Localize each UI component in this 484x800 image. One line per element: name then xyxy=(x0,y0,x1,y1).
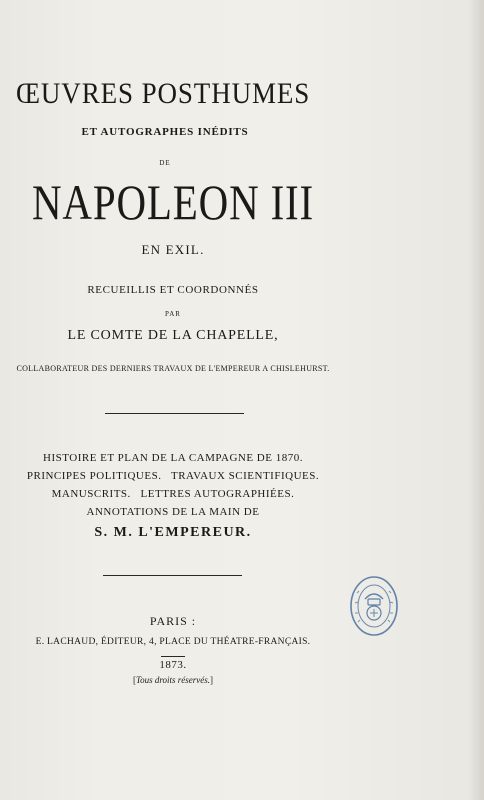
editor-name: LE COMTE DE LA CHAPELLE, xyxy=(67,328,279,343)
imprint-year: 1873. xyxy=(159,659,187,671)
page-edge-shadow xyxy=(468,0,484,800)
divider-rule xyxy=(103,575,242,576)
collaborator-line: COLLABORATEUR DES DERNIERS TRAVAUX DE L'EMPEREUR A CHISLEHURST. xyxy=(16,364,330,373)
contents-line: PRINCIPES POLITIQUES. TRAVAUX SCIENTIFIQUES. xyxy=(26,470,320,482)
emperor-line: S. M. L'EMPEREUR. xyxy=(94,525,252,540)
rights-bracket-open: [ xyxy=(132,675,136,685)
imprint-publisher: E. LACHAUD, ÉDITEUR, 4, PLACE DU THÉATRE-FRANÇAIS. xyxy=(35,637,311,647)
contents-line: ANNOTATIONS DE LA MAIN DE xyxy=(86,506,260,518)
contents-line: HISTOIRE ET PLAN DE LA CAMPAGNE DE 1870. xyxy=(43,452,303,464)
author-name: NAPOLEON III xyxy=(31,174,314,230)
recueillis-label: RECUEILLIS ET COORDONNÉS xyxy=(87,284,259,296)
par-label: PAR xyxy=(165,310,181,318)
rights-bracket-close: ] xyxy=(210,675,214,685)
rights-notice xyxy=(0,675,346,685)
subtitle: ET AUTOGRAPHES INÉDITS xyxy=(81,126,249,138)
main-title: ŒUVRES POSTHUMES xyxy=(16,77,311,110)
short-rule xyxy=(161,656,185,657)
divider-rule xyxy=(105,413,244,414)
contents-line: MANUSCRITS. LETTRES AUTOGRAPHIÉES. xyxy=(51,488,295,500)
de-label: DE xyxy=(159,159,171,167)
library-stamp xyxy=(349,575,399,637)
imprint-city: PARIS : xyxy=(149,614,197,628)
rights-text: Tous droits réservés. xyxy=(135,675,211,685)
en-exil-label: EN EXIL. xyxy=(141,242,205,257)
